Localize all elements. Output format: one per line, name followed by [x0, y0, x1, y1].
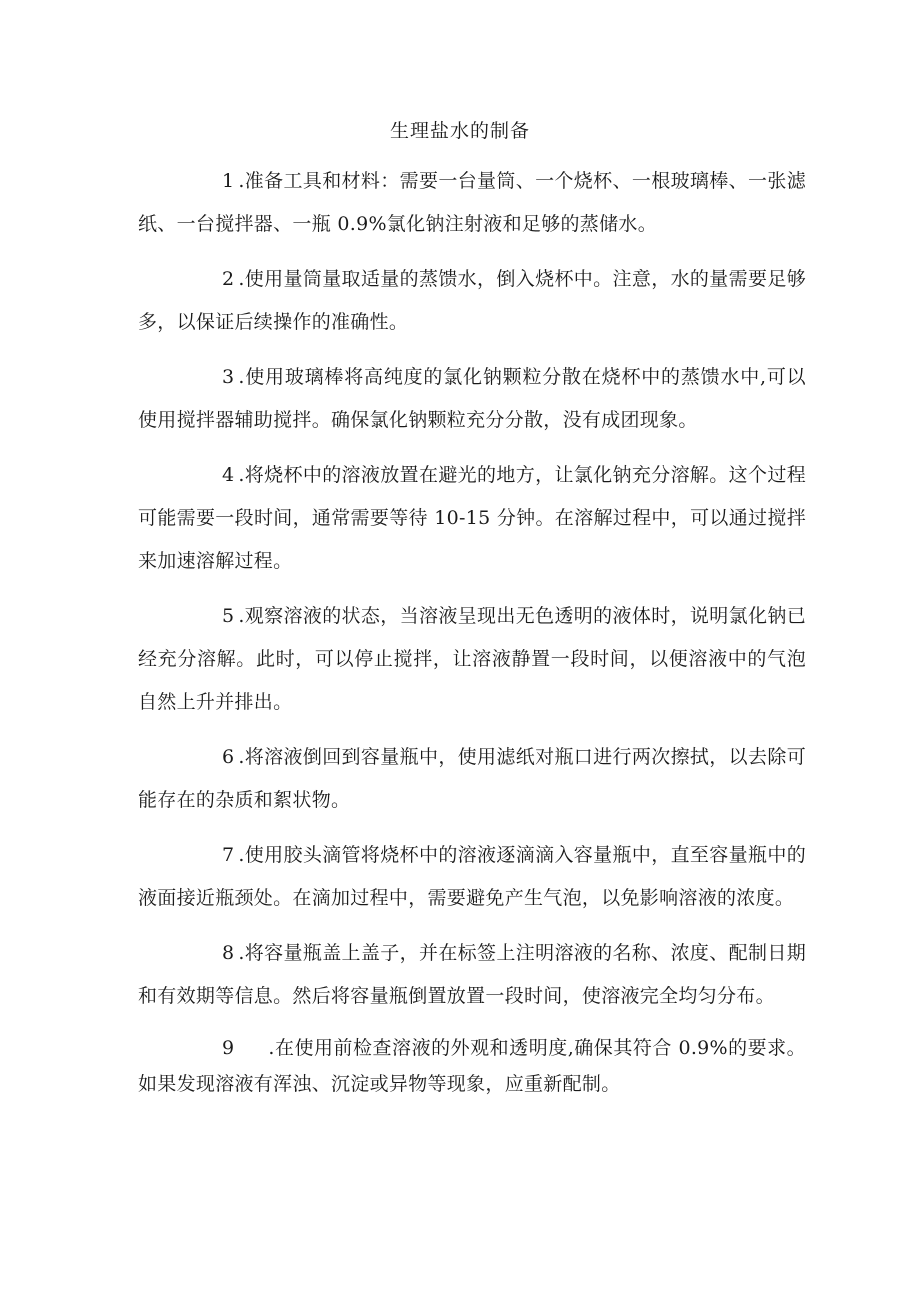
step-number: 4 [222, 464, 235, 486]
step-paragraph [138, 932, 806, 1018]
step-text: .将烧杯中的溶液放置在避光的地方，让氯化钠充分溶解。这个过程可能需要一段时间，通常需要等待 10-15 分钟。在溶解过程中，可以通过搅拌来加速溶解过程。 [138, 464, 806, 572]
step-text: .将容量瓶盖上盖子，并在标签上注明溶液的名称、浓度、配制日期和有效期等信息。然后将容量瓶倒置放置一段时间，使溶液完全均匀分布。 [138, 942, 806, 1007]
step-paragraph [138, 258, 806, 344]
step-paragraph [138, 834, 806, 920]
step-number: 7 [222, 844, 235, 866]
document-title: 生理盐水的制备 [389, 120, 530, 142]
step-text: .使用玻璃棒将高纯度的氯化钠颗粒分散在烧杯中的蒸馈水中,可以使用搅拌器辅助搅拌。确保氯化钠颗粒充分分散，没有成团现象。 [138, 366, 806, 431]
step-paragraph [138, 454, 806, 583]
step-number: 9 [222, 1037, 235, 1059]
step-paragraph [138, 595, 806, 724]
step-paragraph [138, 160, 806, 246]
step-number: 5 [222, 605, 235, 627]
step-text: .在使用前检查溶液的外观和透明度,确保其符合 0.9%的要求。如果发现溶液有浑浊、沉淀或异物等现象，应重新配制。 [138, 1037, 806, 1095]
step-paragraph [138, 736, 806, 822]
step-paragraph [138, 356, 806, 442]
step-text: .观察溶液的状态，当溶液呈现出无色透明的液体时，说明氯化钠已经充分溶解。此时，可以停止搅拌，让溶液静置一段时间，以便溶液中的气泡自然上升并排出。 [138, 605, 806, 713]
step-text: .将溶液倒回到容量瓶中，使用滤纸对瓶口进行两次擦拭，以去除可能存在的杂质和絮状物。 [138, 746, 806, 811]
step-number: 6 [222, 746, 235, 768]
step-text: .使用量筒量取适量的蒸馈水，倒入烧杯中。注意，水的量需要足够多，以保证后续操作的准确性。 [138, 268, 806, 333]
step-text: .准备工具和材料：需要一台量筒、一个烧杯、一根玻璃棒、一张滤纸、一台搅拌器、一瓶 0.9%氯化钠注射液和足够的蒸储水。 [138, 170, 806, 235]
document-body [138, 160, 806, 1114]
step-number: 3 [222, 366, 235, 388]
step-number: 1 [222, 170, 235, 192]
step-number: 8 [222, 942, 235, 964]
step-number: 2 [222, 268, 235, 290]
step-text: .使用胶头滴管将烧杯中的溶液逐滴滴入容量瓶中，直至容量瓶中的液面接近瓶颈处。在滴加过程中，需要避免产生气泡，以免影响溶液的浓度。 [138, 844, 806, 909]
step-paragraph [138, 1030, 806, 1102]
